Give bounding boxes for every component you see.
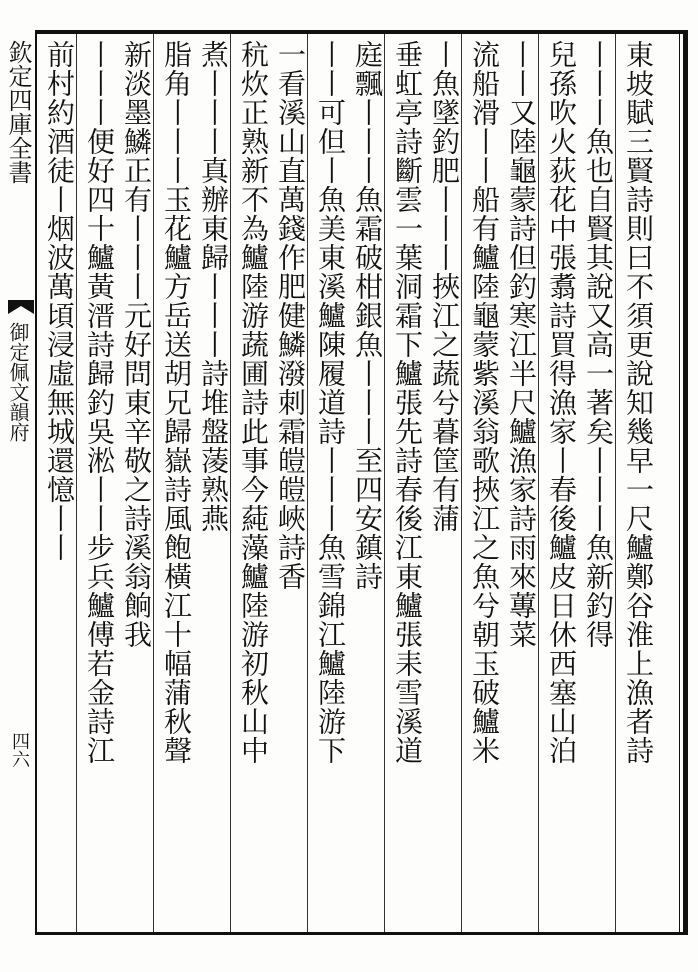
text-column-2: 丨丨丨魚也自賢其說又高一著矣丨丨丨魚新釣得 <box>582 40 615 649</box>
text-column-14: 新淡墨鱗正有丨丨丨元好問東辛敬之詩溪翁餉我 <box>120 40 153 649</box>
frame-left-border <box>35 30 37 935</box>
text-column-8: 庭飄丨丨丨魚霜破柑銀魚丨丨丨至四安鎮詩 <box>351 40 384 591</box>
frame-right-inner-border <box>679 34 680 932</box>
margin-book-title: 欽定四庫全書 <box>4 40 32 184</box>
text-column-3: 兒孫吹火荻花中張翥詩買得漁家丨春後鱸皮日休西塞山泊 <box>545 40 578 765</box>
text-column-15: 丨丨丨便好四十鱸黃溍詩歸釣吳淞丨丨步兵鱸傅若金詩江 <box>83 40 116 765</box>
margin-volume-title: 御定佩文韻府 <box>6 322 30 442</box>
text-column-4: 丨丨又陸龜蒙詩但釣寒江半尺鱸漁家詩雨來蓴菜 <box>505 40 538 649</box>
text-column-9: 丨丨可但丨魚美東溪鱸陳履道詩丨丨丨魚雪錦江鱸陸游下 <box>314 40 347 765</box>
text-column-12: 煮丨丨丨真辦東歸丨丨丨詩堆盤蓤熟燕 <box>197 40 230 533</box>
text-column-7: 垂虹亭詩斷雲一葉洞霜下鱸張先詩春後江東鱸張耒雪溪道 <box>391 40 424 765</box>
text-column-16: 前村約酒徒丨烟波萬頃浸虛無城還憶丨丨 <box>43 40 76 562</box>
text-column-5: 流船滑丨丨船有鱸陸龜蒙紫溪翁歌挾江之魚兮朝玉破鱸米 <box>468 40 501 765</box>
text-column-1: 東坡賦三賢詩則曰不須更說知幾早一尺鱸鄭谷淮上漁者詩 <box>622 40 655 765</box>
frame-bottom-border <box>35 932 688 935</box>
text-column-11: 秔炊正熟新不為鱸陸游蔬圃詩此事今蒓藻鱸陸游初秋山中 <box>237 40 270 765</box>
fish-tail-mark-icon <box>8 300 34 314</box>
frame-top-border <box>35 30 688 34</box>
frame-right-border <box>683 30 688 935</box>
margin-page-number: 四六 <box>9 732 30 768</box>
text-column-10: 一看溪山直萬錢作肥健鱗潑刺霜皚皚峽詩香 <box>274 40 307 591</box>
text-column-6: 丨魚墜釣肥丨丨丨挾江之蔬兮暮筐有蒲 <box>428 40 461 533</box>
text-column-13: 脂角丨丨丨玉花鱸方岳送胡兄歸嶽詩風飽橫江十幅蒲秋聲 <box>160 40 193 765</box>
